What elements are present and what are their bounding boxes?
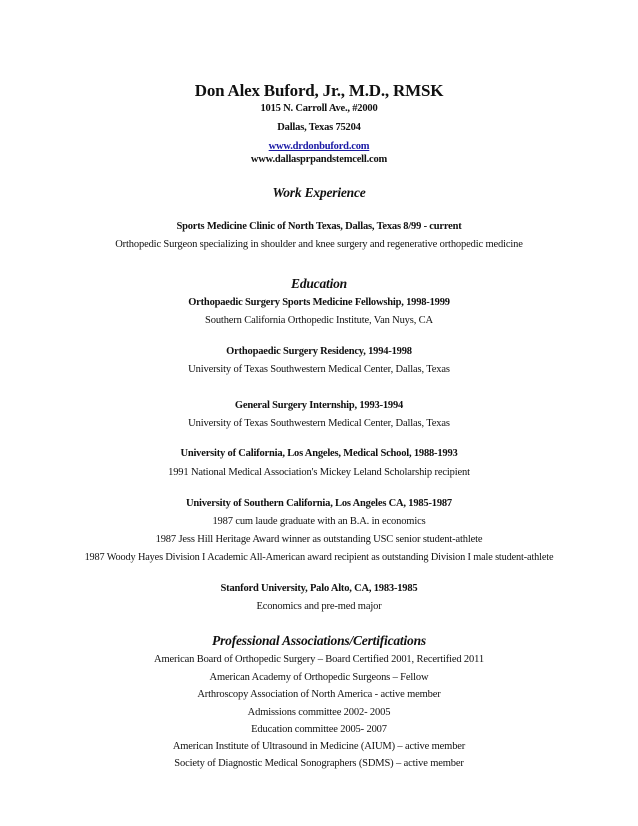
education-entry-line: 1991 National Medical Association's Mickey Leland Scholarship recipient: [168, 467, 470, 478]
education-entry-line: Economics and pre-med major: [256, 601, 382, 612]
work-entry-description: Orthopedic Surgeon specializing in shoulder and knee surgery and regenerative orthopedic medicine: [115, 239, 523, 250]
education-entry-line: 1987 cum laude graduate with an B.A. in economics: [212, 516, 426, 527]
education-entry-title: Orthopaedic Surgery Sports Medicine Fellowship, 1998-1999: [188, 297, 450, 308]
education-entry-title: University of Southern California, Los Angeles CA, 1985-1987: [186, 498, 452, 509]
education-entry-line: University of Texas Southwestern Medical Center, Dallas, Texas: [188, 418, 450, 429]
education-entry-line: 1987 Jess Hill Heritage Award winner as outstanding USC senior student-athlete: [155, 534, 483, 545]
association-line: Society of Diagnostic Medical Sonographers (SDMS) – active member: [174, 758, 464, 769]
section-heading-work: Work Experience: [272, 185, 366, 200]
association-line: Arthroscopy Association of North America - active member: [197, 689, 441, 700]
section-heading-associations: Professional Associations/Certifications: [212, 633, 426, 648]
association-line: Admissions committee 2002- 2005: [247, 707, 391, 718]
education-entry-title: University of California, Los Angeles, Medical School, 1988-1993: [180, 448, 458, 459]
association-line: American Board of Orthopedic Surgery – Board Certified 2001, Recertified 2011: [154, 654, 484, 665]
section-heading-education: Education: [291, 276, 347, 291]
education-entry-title: General Surgery Internship, 1993-1994: [234, 400, 404, 411]
education-entry-title: Stanford University, Palo Alto, CA, 1983-1985: [220, 583, 418, 594]
association-line: Education committee 2005- 2007: [251, 724, 387, 735]
website-link-primary[interactable]: www.drdonbuford.com: [268, 141, 370, 152]
address-line: 1015 N. Carroll Ave., #2000: [260, 103, 378, 114]
education-entry-line: University of Texas Southwestern Medical Center, Dallas, Texas: [188, 364, 450, 375]
education-entry-line: 1987 Woody Hayes Division I Academic All-American award recipient as outstanding Division I male student-athlete: [84, 552, 554, 563]
doctor-name: Don Alex Buford, Jr., M.D., RMSK: [194, 81, 444, 100]
city-line: Dallas, Texas 75204: [277, 122, 361, 133]
association-line: American Institute of Ultrasound in Medicine (AIUM) – active member: [172, 741, 466, 752]
work-entry-title: Sports Medicine Clinic of North Texas, Dallas, Texas 8/99 - current: [176, 221, 462, 232]
association-line: American Academy of Orthopedic Surgeons – Fellow: [209, 672, 429, 683]
education-entry-line: Southern California Orthopedic Institute, Van Nuys, CA: [205, 315, 433, 326]
website-secondary: www.dallasprpandstemcell.com: [250, 154, 388, 165]
education-entry-title: Orthopaedic Surgery Residency, 1994-1998: [226, 346, 412, 357]
